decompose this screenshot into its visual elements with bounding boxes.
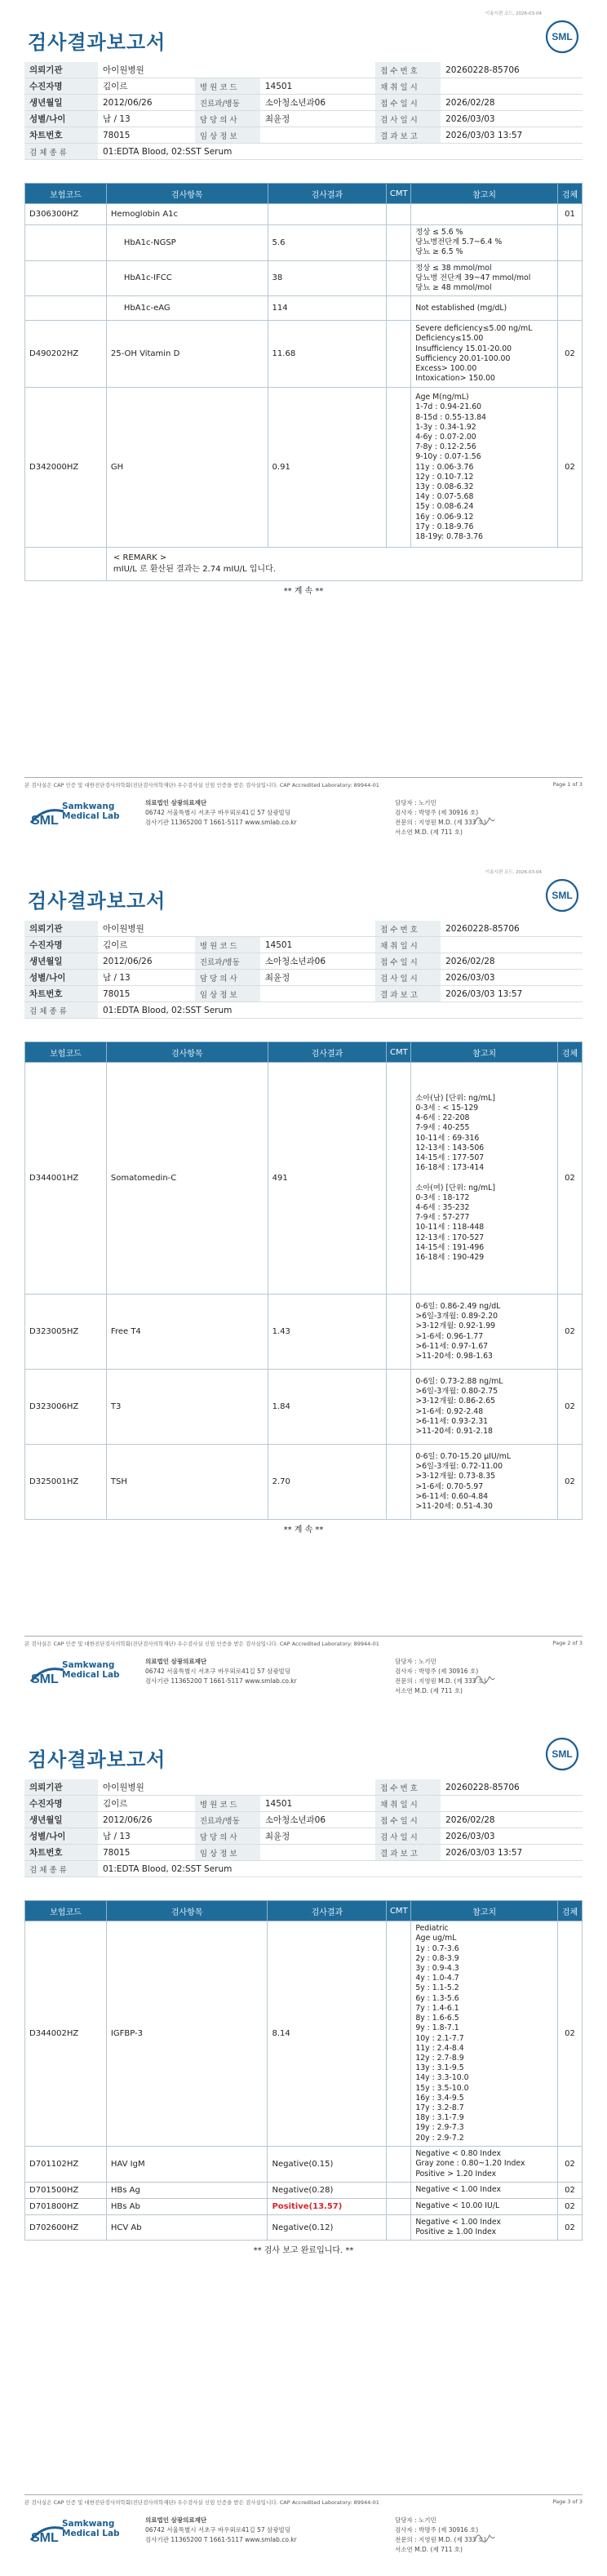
- ward-value: 14501: [260, 78, 375, 95]
- insurance-code: D342000HZ: [25, 388, 107, 548]
- test-item: T3: [106, 1370, 268, 1445]
- report-page-3: [0, 1717, 607, 2576]
- sample-code: 02: [557, 1921, 582, 2147]
- table-row: [25, 225, 583, 261]
- test-item: Hemoglobin A1c: [106, 204, 268, 225]
- test-item: HAV IgM: [106, 2147, 268, 2183]
- test-item: 25-OH Vitamin D: [106, 321, 268, 388]
- test-result: Negative(0.15): [268, 2147, 387, 2183]
- col-code: 보험코드: [25, 184, 107, 204]
- footer-logo-text: Samkwang Medical Lab: [62, 802, 120, 821]
- top-barcode-text: 이송시편 코드, 2026-03-04: [485, 11, 542, 16]
- reference-range: Negative < 1.00 Index: [411, 2183, 558, 2199]
- table-row: [25, 2183, 583, 2199]
- table-row: [25, 1295, 583, 1370]
- continue-mark: ** 계 속 **: [283, 587, 324, 597]
- svg-text:SML: SML: [552, 890, 573, 901]
- patient-info-table: 의뢰기관 아이원병원 접 수 번 호 20260228-85706 수진자명 김이르 병 원 코 드 14501 채 취 일 시 생년월일 2012/06/26 진료과/병동 소아청소년과06 접 수 일 시 2026/02/28 성별/나이 남 / 13 담 당 의 사 최윤정 검 사 일 시 2026/03/03 차트번호 78015 임 상 정 보 결 과 보 고 2026/03/03 13:57 검 체 종 류 01:EDTA Blood, 02:SST Serum: [24, 921, 583, 1019]
- test-item: HbA1c-NGSP: [123, 238, 176, 247]
- clinical-label: 임 상 정 보: [195, 127, 260, 144]
- agency-value: 아이원병원: [98, 62, 375, 78]
- sample-code: 02: [557, 2199, 582, 2215]
- notice-text: 본 검사실은 CAP 인증 및 대한진단검사의학회(진단검사의학재단) 우수검사실 신임 인증을 받은 검사실입니다. CAP Accredited Laboratory: 89944-01: [24, 782, 379, 788]
- table-row: [25, 260, 583, 296]
- collect-label: 채 취 일 시: [375, 78, 441, 95]
- receipt-no-label: 접 수 번 호: [375, 62, 441, 78]
- sample-code: 02: [557, 2147, 582, 2183]
- signature-icon: [472, 1670, 496, 1688]
- reference-range: Negative < 10.00 IU/L: [411, 2199, 558, 2215]
- sample-code: 02: [557, 1063, 582, 1295]
- insurance-code: D701102HZ: [25, 2147, 107, 2183]
- footer-doctors: 담당자 : 노기민 검사자 : 박명주 (제 30916 호) 전문의 : 지영원 M.D. (제 333 호) 서소연 M.D. (제 711 호): [395, 2516, 486, 2553]
- ward-label: 병 원 코 드: [195, 78, 260, 95]
- reference-range: Negative < 1.00 Index Positive ≥ 1.00 Index: [411, 2215, 558, 2241]
- sexage-label: 성별/나이: [24, 111, 98, 127]
- reference-range: 0-6일: 0.73-2.88 ng/mL >6일-3개월: 0.80-2.75 >3-12개월: 0.86-2.65 >1-6세: 0.92-2.48 >6-11세: 0.93-2.31 >11-20세: 0.91-2.18: [411, 1370, 558, 1445]
- report-page-2: [0, 859, 607, 1717]
- test-item: HbA1c-IFCC: [123, 273, 172, 283]
- table-row: [25, 2199, 583, 2215]
- result-table-page-2: 보험코드 검사항목 검사결과 CMT 참고치 검체 D344001HZ Somatomedin-C 491 소아(남) [단위: ng/mL] 0-3세 : < 15-129 4-6세 : 22-208 7-9세 : 40-255 10-11세 : 69-316 12-13세 : 143-506 14-15세 : 177-507 16-18세 : 173-414 소아(여) [단위: ng/mL] 0-3세 : 18-172 4-6세 : 35-232 7-9세 : 57-277 10-11세 : 118-448 12-13세 : 170-527 14-15세 : 191-496 16-18세 : 190-429 02 D323005HZ Free T4 1.43 0-6일: 0.86-2.49 ng/dL >6일-3개월: 0.89-2.20 >3-12개월: 0.92-1.99 >1-6세: 0.96-1.77 >6-11세: 0.97-1.67 >11-20세: 0.98-1.63 02 D323006HZ T3 1.84 0-6일: 0.73-2.88 ng/mL >6일-3개월: 0.80-2.75 >3-12개월: 0.86-2.65 >1-6세: 0.92-2.48 >6-11세: 0.93-2.31 >11-20세: 0.91-2.18 02 D325001HZ TSH 2.70 0-6일: 0.70-15.20 μIU/mL >6일-3개월: 0.72-11.00 >3-12개월: 0.73-8.35 >1-6세: 0.70-5.97 >6-11세: 0.60-4.84 >11-20세: 0.51-4.30 02 ** 계 속 **: [24, 1042, 583, 1537]
- sample-code: 02: [557, 1445, 582, 1520]
- report-title: 검사결과보고서: [28, 1748, 166, 1771]
- report-complete-mark: ** 검사 보고 완료입니다. **: [253, 2246, 354, 2256]
- table-row: [25, 296, 583, 321]
- chart-label: 차트번호: [24, 127, 98, 144]
- test-result: 1.84: [268, 1370, 387, 1445]
- table-row: [25, 1445, 583, 1520]
- sample-code: 02: [557, 1295, 582, 1370]
- insurance-code: D344002HZ: [25, 1921, 107, 2147]
- test-result: 11.68: [268, 321, 387, 388]
- footer-notice: 본 검사실은 CAP 인증 및 대한진단검사의학회(진단검사의학재단) 우수검사실 신임 인증을 받은 검사실입니다. CAP Accredited Laboratory: 89944-01 Page 3 of 3: [24, 2494, 583, 2506]
- test-result: 1.43: [268, 1295, 387, 1370]
- table-row: [25, 2147, 583, 2183]
- insurance-code: D702600HZ: [25, 2215, 107, 2241]
- report-title: 검사결과보고서: [28, 31, 166, 54]
- sample-code: 02: [557, 388, 582, 548]
- reference-range: [411, 204, 558, 225]
- signature-icon: [472, 811, 496, 829]
- test-result: 8.14: [268, 1921, 387, 2147]
- test-item: TSH: [106, 1445, 268, 1520]
- agency-label: 의뢰기관: [24, 62, 98, 78]
- continue-mark: ** 계 속 **: [283, 1526, 324, 1534]
- result-table-page-1: [24, 183, 583, 598]
- dept-value: 소아청소년과06: [260, 95, 375, 111]
- sample-code: 02: [557, 2183, 582, 2199]
- footer-doctors: 담당자 : 노기민 검사자 : 박명주 (제 30916 호) 전문의 : 지영원 M.D. (제 333 호) 서소연 M.D. (제 711 호): [395, 799, 486, 836]
- footer-logo-text: Samkwang Medical Lab: [62, 1660, 120, 1680]
- patient-label: 수진자명: [24, 78, 98, 95]
- sample-code: 02: [557, 321, 582, 388]
- test-result: 114: [268, 296, 387, 321]
- footer-address: 의료법인 삼광의료재단 06742 서울특별시 서초구 바우뫼로41길 57 삼광빌딩 검사기관 11365200 T 1661-5117 www.smlab.co.kr: [145, 1658, 297, 1685]
- table-row: [25, 2215, 583, 2241]
- footer-notice: 본 검사실은 CAP 인증 및 대한진단검사의학회(진단검사의학재단) 우수검사실 신임 인증을 받은 검사실입니다. CAP Accredited Laboratory: 89944-01 Page 2 of 3: [24, 1636, 583, 1647]
- dept-label: 진료과/병동: [195, 95, 260, 111]
- remark-row: [25, 548, 583, 581]
- sample-code: 02: [557, 1370, 582, 1445]
- test-result: 0.91: [268, 388, 387, 548]
- dob-value: 2012/06/26: [98, 95, 195, 111]
- test-result: [268, 204, 387, 225]
- clinical-value: [260, 127, 375, 144]
- report-title: 검사결과보고서: [28, 890, 166, 913]
- test-result: 491: [268, 1063, 387, 1295]
- svg-text:SML: SML: [552, 31, 573, 42]
- table-row: [25, 388, 583, 548]
- insurance-code: D323006HZ: [25, 1370, 107, 1445]
- svg-text:SML: SML: [31, 814, 59, 828]
- receipt-no-value: 20260228-85706: [441, 62, 583, 78]
- test-item: GH: [106, 388, 268, 548]
- tested-label: 검 사 일 시: [375, 111, 441, 127]
- reported-value: 2026/03/03 13:57: [441, 127, 583, 144]
- col-item: 검사항목: [106, 184, 268, 204]
- sexage-value: 남 / 13: [98, 111, 195, 127]
- sample-code: 01: [557, 204, 582, 225]
- reference-range: Negative < 0.80 Index Gray zone : 0.80~1.20 Index Positive > 1.20 Index: [411, 2147, 558, 2183]
- table-row: [25, 204, 583, 225]
- chart-value: 78015: [98, 127, 195, 144]
- test-item: HBs Ag: [106, 2183, 268, 2199]
- test-item: Somatomedin-C: [106, 1063, 268, 1295]
- sample-label: 검 체 종 류: [24, 144, 98, 160]
- table-row: [25, 1063, 583, 1295]
- signature-icon: [472, 2529, 496, 2547]
- test-result: Negative(0.28): [268, 2183, 387, 2199]
- doctor-value: 최윤정: [260, 111, 375, 127]
- test-item: Free T4: [106, 1295, 268, 1370]
- reference-range: 정상 ≤ 5.6 % 당뇨병전단계 5.7~6.4 % 당뇨 ≥ 6.5 %: [411, 225, 558, 261]
- footer-logo-text: Samkwang Medical Lab: [62, 2519, 120, 2538]
- sml-logo-icon: [545, 1737, 579, 1771]
- insurance-code: D344001HZ: [25, 1063, 107, 1295]
- reference-range: Pediatric Age ug/mL 1y : 0.7-3.6 2y : 0.8-3.9 3y : 0.9-4.3 4y : 1.0-4.7 5y : 1.1-5.2 6y : 1.3-5.6 7y : 1.4-6.1 8y : 1.6-6.5 9y : 1.8-7.1 10y : 2.1-7.7 11y : 2.4-8.4 12y : 2.7-8.9 13y : 3.1-9.5 14y : 3.3-10.0 15y : 3.5-10.0 16y : 3.4-9.5 17y : 3.2-8.7 18y : 3.1-7.9 19y : 2.9-7.3 20y : 2.9-7.2: [411, 1921, 558, 2147]
- col-sample: 검체: [557, 184, 582, 204]
- test-item: HBs Ab: [106, 2199, 268, 2215]
- collect-value: [441, 78, 583, 95]
- insurance-code: D701800HZ: [25, 2199, 107, 2215]
- page-number: Page 1 of 3: [552, 781, 583, 788]
- test-result: 2.70: [268, 1445, 387, 1520]
- insurance-code: D701500HZ: [25, 2183, 107, 2199]
- dob-label: 생년월일: [24, 95, 98, 111]
- reference-range: Severe deficiency≤5.00 ng/mL Deficiency≤15.00 Insufficiency 15.01-20.00 Sufficiency 20.01-100.00 Excess> 100.00 Intoxication> 150.00: [411, 321, 558, 388]
- reference-range: 0-6일: 0.86-2.49 ng/dL >6일-3개월: 0.89-2.20 >3-12개월: 0.92-1.99 >1-6세: 0.96-1.77 >6-11세: 0.97-1.67 >11-20세: 0.98-1.63: [411, 1295, 558, 1370]
- result-table-page-3: 보험코드 검사항목 검사결과 CMT 참고치 검체 D344002HZ IGFBP-3 8.14 Pediatric Age ug/mL 1y : 0.7-3.6 2y : 0.8-3.9 3y : 0.9-4.3 4y : 1.0-4.7 5y : 1.1-5.2 6y : 1.3-5.6 7y : 1.4-6.1 8y : 1.6-6.5 9y : 1.8-7.1 10y : 2.1-7.7 11y : 2.4-8.4 12y : 2.7-8.9 13y : 3.1-9.5 14y : 3.3-10.0 15y : 3.5-10.0 16y : 3.4-9.5 17y : 3.2-8.7 18y : 3.1-7.9 19y : 2.9-7.3 20y : 2.9-7.2 02 D701102HZ HAV IgM Negative(0.15) Negative < 0.80 Index Gray zone : 0.80~1.20 Index Positive > 1.20 Index 02 D701500HZ HBs Ag Negative(0.28) Negative < 1.00 Index 02 D701800HZ HBs Ab Positive(13.57) Negative < 10.00 IU/L 02 D702600HZ HCV Ab Negative(0.12) Negative < 1.00 Index Positive ≥ 1.00 Index 02 ** 검사 보고 완료입니다. **: [24, 1900, 583, 2258]
- test-result: 5.6: [268, 225, 387, 261]
- sample-code: 02: [557, 2215, 582, 2241]
- patient-info-table: 의뢰기관 아이원병원 접 수 번 호 20260228-85706 수진자명 김이르 병 원 코 드 14501 채 취 일 시 생년월일 2012/06/26 진료과/병동 소아청소년과06 접 수 일 시 2026/02/28 성별/나이 남 / 13 담 당 의 사 최윤정 검 사 일 시 2026/03/03 차트번호 78015 임 상 정 보 결 과 보 고 2026/03/03 13:57 검 체 종 류 01:EDTA Blood, 02:SST Serum: [24, 1779, 583, 1877]
- remark-title: < REMARK >: [113, 553, 167, 563]
- received-value: 2026/02/28: [441, 95, 583, 111]
- patient-info-table: [24, 62, 583, 160]
- reference-range: 0-6일: 0.70-15.20 μIU/mL >6일-3개월: 0.72-11.00 >3-12개월: 0.73-8.35 >1-6세: 0.70-5.97 >6-11세: 0.60-4.84 >11-20세: 0.51-4.30: [411, 1445, 558, 1520]
- insurance-code: D306300HZ: [25, 204, 107, 225]
- test-result-positive: Positive(13.57): [268, 2199, 387, 2215]
- reference-range: Age M(ng/mL) 1-7d : 0.94-21.60 8-15d : 0.55-13.84 1-3y : 0.34-1.92 4-6y : 0.07-2.00 7-8y : 0.12-2.56 9-10y : 0.07-1.56 11y : 0.06-3.76 12y : 0.10-7.12 13y : 0.08-6.32 14y : 0.07-5.68 15y : 0.08-6.24 16y : 0.06-9.12 17y : 0.18-9.76 18-19y: 0.78-3.76: [411, 388, 558, 548]
- sml-logo-icon: [545, 20, 579, 54]
- doctor-label: 담 당 의 사: [195, 111, 260, 127]
- footer-address: 의료법인 삼광의료재단 06742 서울특별시 서초구 바우뫼로41길 57 삼광빌딩 검사기관 11365200 T 1661-5117 www.smlab.co.kr: [145, 2516, 297, 2543]
- test-item: HCV Ab: [106, 2215, 268, 2241]
- insurance-code: D323005HZ: [25, 1295, 107, 1370]
- footer-doctors: 담당자 : 노기민 검사자 : 박명주 (제 30916 호) 전문의 : 지영원 M.D. (제 333 호) 서소연 M.D. (제 711 호): [395, 1658, 486, 1694]
- reference-range: 소아(남) [단위: ng/mL] 0-3세 : < 15-129 4-6세 : 22-208 7-9세 : 40-255 10-11세 : 69-316 12-13세 : 143-506 14-15세 : 177-507 16-18세 : 173-414 소아(여) [단위: ng/mL] 0-3세 : 18-172 4-6세 : 35-232 7-9세 : 57-277 10-11세 : 118-448 12-13세 : 170-527 14-15세 : 191-496 16-18세 : 190-429: [411, 1063, 558, 1295]
- svg-text:SML: SML: [31, 1672, 59, 1686]
- svg-text:SML: SML: [552, 1748, 573, 1760]
- page-number: Page 2 of 3: [552, 1640, 583, 1646]
- insurance-code: D325001HZ: [25, 1445, 107, 1520]
- footer-notice: [24, 777, 583, 788]
- patient-value: 김이르: [98, 78, 195, 95]
- footer-address: 의료법인 삼광의료재단 06742 서울특별시 서초구 바우뫼로41길 57 삼광빌딩 검사기관 11365200 T 1661-5117 www.smlab.co.kr: [145, 799, 297, 826]
- test-result: 38: [268, 260, 387, 296]
- sml-logo-icon: [545, 878, 579, 913]
- reference-range: Not established (mg/dL): [411, 296, 558, 321]
- col-ref: 참고치: [411, 184, 558, 204]
- tested-value: 2026/03/03: [441, 111, 583, 127]
- table-row: [25, 1370, 583, 1445]
- svg-text:SML: SML: [31, 2531, 59, 2545]
- report-page-1: [0, 0, 607, 859]
- table-row: [25, 321, 583, 388]
- reference-range: 정상 ≤ 38 mmol/mol 당뇨병 전단계 39~47 mmol/mol 당뇨 ≥ 48 mmol/mol: [411, 260, 558, 296]
- col-result: 검사결과: [268, 184, 387, 204]
- received-label: 접 수 일 시: [375, 95, 441, 111]
- remark-text: mIU/L 로 환산된 결과는 2.74 mIU/L 입니다.: [113, 565, 276, 575]
- test-result: Negative(0.12): [268, 2215, 387, 2241]
- reported-label: 결 과 보 고: [375, 127, 441, 144]
- test-item: IGFBP-3: [106, 1921, 268, 2147]
- table-row: [25, 1921, 583, 2147]
- top-barcode-text: 이송시편 코드, 2026-03-04: [485, 870, 542, 875]
- col-cmt: CMT: [387, 184, 411, 204]
- test-item: HbA1c-eAG: [123, 304, 171, 313]
- sample-value: 01:EDTA Blood, 02:SST Serum: [98, 144, 583, 160]
- page-number: Page 3 of 3: [552, 2498, 583, 2505]
- insurance-code: D490202HZ: [25, 321, 107, 388]
